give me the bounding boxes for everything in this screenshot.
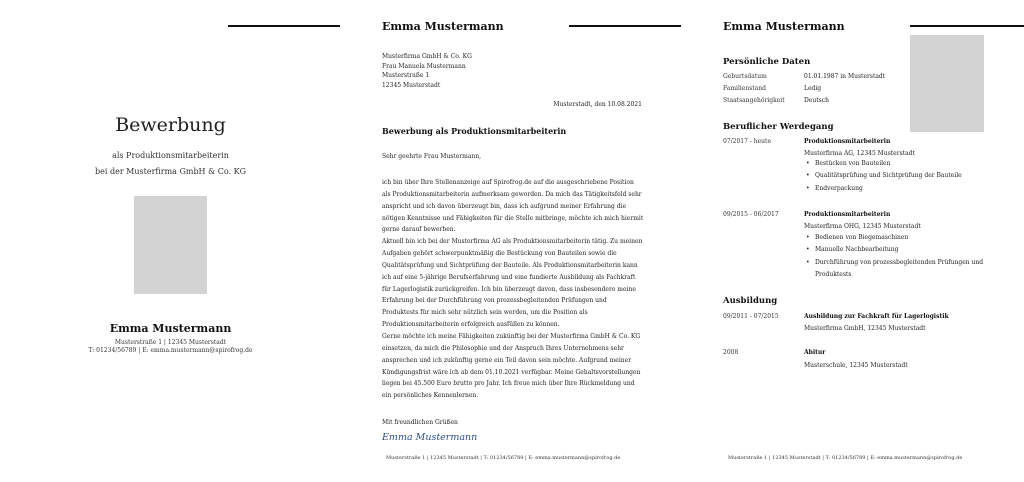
career-task: • Bedienen von Biegemaschinen [804, 232, 983, 244]
cv-name: Emma Mustermann [723, 20, 845, 33]
recipient-line: Musterfirma GmbH & Co. KG [382, 53, 472, 60]
education-heading: Ausbildung [723, 296, 778, 306]
education-place: Musterfirma GmbH, 12345 Musterstadt [804, 325, 926, 332]
personal-label: Familienstand [723, 85, 766, 92]
photo-placeholder [910, 35, 984, 132]
cover-title: Bewerbung [115, 114, 226, 136]
career-period: 07/2017 - heute [723, 138, 772, 145]
signature: Emma Mustermann [382, 432, 478, 443]
personal-label: Geburtsdatum [723, 73, 767, 80]
letter-body [382, 177, 644, 402]
career-task: • Durchführung von prozessbegleitenden Prüfungen und [804, 257, 983, 269]
letter-page [341, 0, 682, 482]
cover-address: Musterstraße 1 | 12345 Musterstadt [114, 339, 227, 346]
career-role: Produktionsmitarbeiterin [804, 211, 891, 218]
cv-page [682, 0, 1024, 482]
cover-name: Emma Mustermann [109, 322, 232, 335]
education-title: Abitur [804, 349, 826, 356]
education-place: Musterschule, 12345 Musterstadt [804, 362, 908, 369]
career-period: 09/2015 - 06/2017 [723, 211, 779, 218]
career-task: • Qualitätsprüfung und Sichtprüfung der Bauteile [804, 170, 962, 182]
letter-sender-name: Emma Mustermann [382, 20, 504, 33]
cover-page [0, 0, 341, 482]
recipient-address [382, 52, 472, 90]
cover-subtitle-position: als Produktionsmitarbeiterin [112, 151, 229, 160]
letter-paragraph: Gerne möchte ich meine Fähigkeiten zukünftig bei der Musterfirma GmbH & Co. KG einsetzen, da mich die Philosophie und der Anspruch Ihres Unternehmens sehr ansprechen und ich zukünftig gerne ein Teil davon sein möchte. Aufgrund meiner Kündigungsfrist wäre ich ab dem 01.10.2021 verfügbar. Meine Gehaltsvorstellungen liegen bei 45.500 Euro brutto pro Jahr. Ich freue mich über Ihre Rückmeldung und ein persönliches Kennenlernen. [382, 332, 641, 400]
cover-contact: T: 01234/56789 | E: emma.mustermann@spirofrog.de [88, 347, 253, 354]
letter-paragraph: ich bin über Ihre Stellenanzeige auf Spirofrog.de auf die ausgeschriebene Position als Produktionsmitarbeiterin aufmerksam geworden. Da mich das Tätigkeitsfeld sehr anspricht und ich davon überzeugt bin, dass ich aufgrund meiner Erfahrung die nötigen Kenntnisse und Fähigkeiten für die Stelle mitbringe, möchte ich mich hiermit gerne darauf bewerben. [382, 179, 644, 234]
career-heading: Beruflicher Werdegang [723, 122, 834, 132]
recipient-line: Musterstraße 1 [382, 72, 430, 80]
education-period: 09/2011 - 07/2015 [723, 313, 779, 320]
personal-value: Ledig [804, 85, 822, 92]
education-period: 2008 [723, 349, 739, 356]
career-company: Musterfirma AG, 12345 Musterstadt [804, 150, 915, 157]
career-task [804, 269, 983, 281]
cover-subtitle-company: bei der Musterfirma GmbH & Co. KG [95, 167, 246, 176]
personal-data-heading: Persönliche Daten [723, 57, 811, 67]
career-task: • Bestücken von Bauteilen [804, 158, 962, 170]
career-task-list [804, 158, 962, 195]
career-task-continuation: Produktests [815, 271, 852, 279]
letter-subject: Bewerbung als Produktionsmitarbeiterin [382, 126, 567, 136]
personal-label: Staatsangehörigkeit [723, 97, 785, 104]
career-role: Produktionsmitarbeiterin [804, 138, 891, 145]
header-rule [228, 25, 340, 27]
personal-value: Deutsch [804, 97, 829, 104]
photo-placeholder [134, 196, 207, 294]
personal-value: 01.01.1987 in Musterstadt [804, 73, 886, 80]
letter-closing: Mit freundlichen Grüßen [382, 419, 458, 426]
education-title: Ausbildung zur Fachkraft für Lagerlogistik [804, 313, 949, 320]
career-task: • Manuelle Nachbearbeitung [804, 244, 983, 256]
career-task-list [804, 232, 983, 282]
cv-footer: Musterstraße 1 | 12345 Musterstadt | T: 01234/56789 | E: emma.mustermann@spirofrog.de [728, 455, 963, 461]
header-rule [569, 25, 681, 27]
letter-greeting: Sehr geehrte Frau Mustermann, [382, 153, 482, 160]
career-task: • Endverpackung [804, 183, 962, 195]
letter-footer: Musterstraße 1 | 12345 Musterstadt | T: 01234/56789 | E: emma.mustermann@spirofrog.de [386, 455, 621, 461]
recipient-line: Frau Manuela Mustermann [382, 62, 466, 70]
letter-date: Musterstadt, den 10.08.2021 [553, 101, 642, 108]
letter-paragraph: Aktuell bin ich bei der Musterfirma AG als Produktionsmitarbeiterin tätig. Zu meinen Aufgaben gehört schwerpunktmäßig die Bestückung von Bauteilen sowie die Qualitätsprüfung und Sichtprüfung der Bauteile. Als Produktionsmitarbeiterin kann ich auf eine 5-jährige Berufserfahrung und eine fundierte Ausbildung als Fachkraft für Lagerlogistik zurückgreifen. Ich bin überzeugt davon, dass insbesondere meine Erfahrung bei der Durchführung von prozessbegleitenden Prüfungen und Produktests für mich sehr nützlich sein werden, um die Position als Produktionsmitarbeiterin erfolgreich ausfüllen zu können. [382, 238, 643, 329]
career-company: Musterfirma OHG, 12345 Musterstadt [804, 223, 921, 230]
header-rule [910, 25, 1024, 27]
recipient-line: 12345 Musterstadt [382, 81, 441, 89]
